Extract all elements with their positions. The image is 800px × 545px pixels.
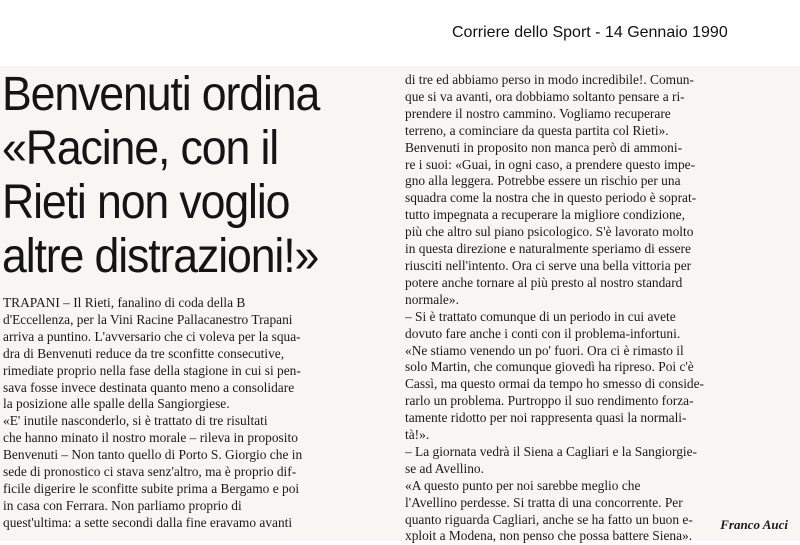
article-text-line: solo Martin, che comunque giovedì ha ripreso. Poi c'è [405,359,694,375]
article-text-line: in questa direzione e naturalmente speriamo di essere [405,241,691,257]
newspaper-source-caption: Corriere dello Sport - 14 Gennaio 1990 [452,24,728,41]
article-text-line: se ad Avellino. [405,460,484,476]
article-text-line: – Si è trattato comunque di un periodo in cui avete [405,308,676,324]
headline-line: «Racine, con il [2,122,279,175]
article-text-line: «A questo punto per noi sarebbe meglio che [405,477,641,493]
article-text-line: tà!». [405,427,430,443]
article-text-line: terreno, a cominciare da questa partita col Rieti». [405,122,669,138]
article-headline [2,68,370,284]
article-text-line: arriva a puntino. L'avversario che ci voleva per la squa- [3,328,301,344]
article-text-line: quest'ultima: a sette secondi dalla fine eravamo avanti [3,514,293,530]
article-text-line: in casa con Ferrara. Non parliamo proprio di [3,497,242,513]
article-text-line: sede di pronostico ci stava senz'altro, ma è proprio dif- [3,464,297,480]
article-text-line: quanto riguarda Cagliari, anche se ha fatto un buon e- [405,511,693,527]
article-text-line: que si va avanti, ora dobbiamo soltanto pensare a ri- [405,88,685,104]
article-text-line: più che altro sul piano psicologico. S'è lavorato molto [405,224,694,240]
article-text-line: Benvenuti – Non tanto quello di Porto S. Giorgio che in [3,447,303,463]
article-text-line: tutto impegnata a recuperare la migliore condizione, [405,207,685,223]
article-text-line: normale». [405,291,459,307]
article-text-line: potere anche tornare al più presto al nostro standard [405,274,683,290]
article-text-line: riusciti nell'intento. Ora ci serve una bella vittoria per [405,257,692,273]
headline-line: altre distrazioni!» [2,230,319,283]
article-text-line: l'Avellino perdesse. Si tratta di una concorrente. Per [405,494,683,510]
article-text-line: – La giornata vedrà il Siena a Cagliari e la Sangiorgie- [405,443,698,459]
author-signature: Franco Auci [720,517,788,532]
article-column-left [3,295,397,532]
article-column-right [405,72,795,545]
article-text-line: TRAPANI – Il Rieti, fanalino di coda della B [3,295,246,310]
article-text-line: «Ne stiamo venendo un po' fuori. Ora ci è rimasto il [405,342,684,358]
article-text-line: Cassì, ma questo ormai da tempo ho smesso di conside- [405,376,705,392]
article-text-line: prendere il nostro cammino. Vogliamo recuperare [405,105,671,121]
article-text-line: tamente ridotto per noi rappresenta quasi la normali- [405,410,687,426]
article-text-line: Benvenuti in proposito non manca però di ammoni- [405,139,683,155]
article-text-line: la posizione alle spalle della Sangiorgiese. [3,396,230,412]
article-text-line: che hanno minato il nostro morale – rileva in proposito [3,430,298,446]
headline-line: Rieti non voglio [2,176,290,229]
article-text-line: rarlo un problema. Purtroppo il suo rendimento forza- [405,393,694,409]
article-text-line: «E' inutile nasconderlo, si è trattato di tre risultati [3,413,268,429]
headline-line: Benvenuti ordina [2,68,320,121]
article-text-line: sava fosse invece destinata quanto meno a consolidare [3,379,295,395]
article-text-line: rimediate proprio nella fase della stagione in cui si pen- [3,362,301,378]
article-text-line: xploit a Modena, non penso che possa battere Siena». [405,528,693,544]
article-text-line: di tre ed abbiamo perso in modo incredibile!. Comun- [405,72,694,87]
article-text-line: d'Eccellenza, per la Vini Racine Pallacanestro Trapani [3,311,293,327]
article-text-line: re i suoi: «Guai, in ogni caso, a prendere questo impe- [405,156,696,172]
article-text-line: squadra come la nostra che in questo periodo è soprat- [405,190,697,206]
article-text-line: dovuto fare anche i conti con il problema-infortuni. [405,325,681,341]
article-text-line: dra di Benvenuti reduce da tre sconfitte consecutive, [3,345,285,361]
article-text-line: gno alla leggera. Potrebbe essere un rischio per una [405,173,681,189]
article-text-line: ficile digerire le sconfitte subite prima a Bergamo e poi [3,480,300,496]
